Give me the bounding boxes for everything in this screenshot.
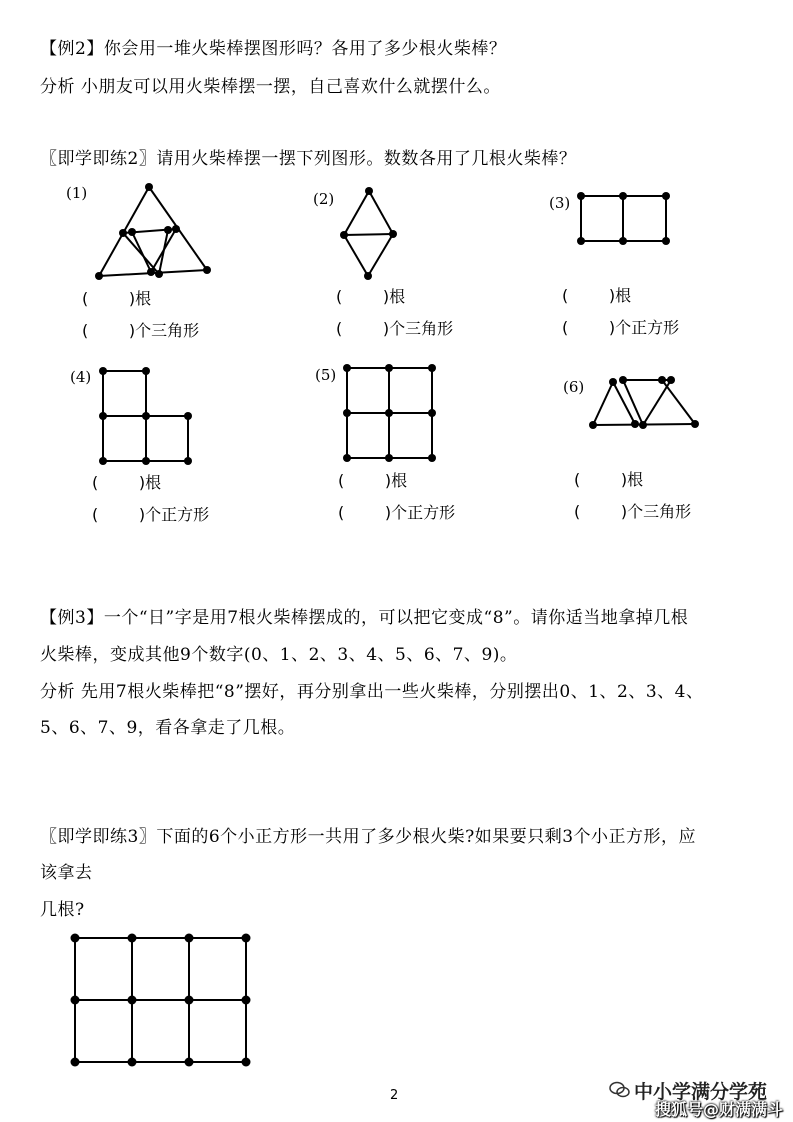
figure-5-count-blank: ( )根 bbox=[338, 471, 408, 490]
figure-3-label: (3) bbox=[549, 194, 571, 212]
figure-1-count-blank: ( )根 bbox=[82, 289, 152, 308]
figure-1-triangles bbox=[90, 180, 220, 285]
figure-3-squares bbox=[574, 190, 674, 248]
page-number: 2 bbox=[390, 1088, 399, 1103]
example-3-analysis-1: 分析 先用7根火柴棒把“8”摆好，再分别拿出一些火柴棒，分别摆出0、1、2、3、4、 bbox=[40, 682, 704, 702]
example-3-line-2: 火柴棒，变成其他9个数字(0、1、2、3、4、5、6、7、9)。 bbox=[40, 645, 518, 665]
figure-6-triangles bbox=[586, 374, 706, 434]
figure-4-count-blank: ( )根 bbox=[92, 473, 162, 492]
practice-3-line-2: 该拿去 bbox=[40, 863, 93, 883]
figure-2-count-blank: ( )根 bbox=[336, 287, 406, 306]
figure-3-shape-blank: ( )个正方形 bbox=[562, 318, 680, 337]
practice-3-grid bbox=[66, 930, 256, 1070]
practice-2-title: 〖即学即练2〗请用火柴棒摆一摆下列图形。数数各用了几根火柴棒？ bbox=[40, 149, 577, 169]
figure-1-shape-blank: ( )个三角形 bbox=[82, 321, 200, 340]
figure-3-count-blank: ( )根 bbox=[562, 286, 632, 305]
example-2-title: 【例2】你会用一堆火柴棒摆图形吗？各用了多少根火柴棒？ bbox=[40, 39, 507, 59]
figure-6-label: (6) bbox=[563, 378, 585, 396]
figure-5-label: (5) bbox=[315, 366, 337, 384]
figure-4-shape-blank: ( )个正方形 bbox=[92, 505, 210, 524]
example-3-line-1: 【例3】一个“日”字是用7根火柴棒摆成的，可以把它变成“8”。请你适当地拿掉几根 bbox=[40, 608, 689, 628]
figure-2-shape-blank: ( )个三角形 bbox=[336, 319, 454, 338]
figure-2-label: (2) bbox=[313, 190, 335, 208]
figure-6-count-blank: ( )根 bbox=[574, 470, 644, 489]
watermark-sohu-handle: 搜狐号@财满满斗 bbox=[655, 1100, 784, 1119]
figure-5-grid bbox=[340, 362, 440, 466]
figure-5-shape-blank: ( )个正方形 bbox=[338, 503, 456, 522]
practice-3-line-3: 几根? bbox=[40, 900, 85, 920]
figure-6-shape-blank: ( )个三角形 bbox=[574, 502, 692, 521]
example-3-analysis-2: 5、6、7、9，看各拿走了几根。 bbox=[40, 718, 296, 738]
wechat-icon bbox=[609, 1081, 631, 1099]
figure-4-label: (4) bbox=[70, 368, 92, 386]
figure-1-label: (1) bbox=[66, 184, 88, 202]
watermark-account-name: 中小学满分学苑 bbox=[634, 1081, 768, 1103]
practice-3-line-1: 〖即学即练3〗下面的6个小正方形一共用了多少根火柴?如果要只剩3个小正方形，应 bbox=[40, 827, 697, 847]
example-2-analysis: 分析 小朋友可以用火柴棒摆一摆，自己喜欢什么就摆什么。 bbox=[40, 77, 501, 97]
figure-2-diamond bbox=[336, 184, 401, 282]
figure-4-l-shape bbox=[96, 365, 196, 469]
